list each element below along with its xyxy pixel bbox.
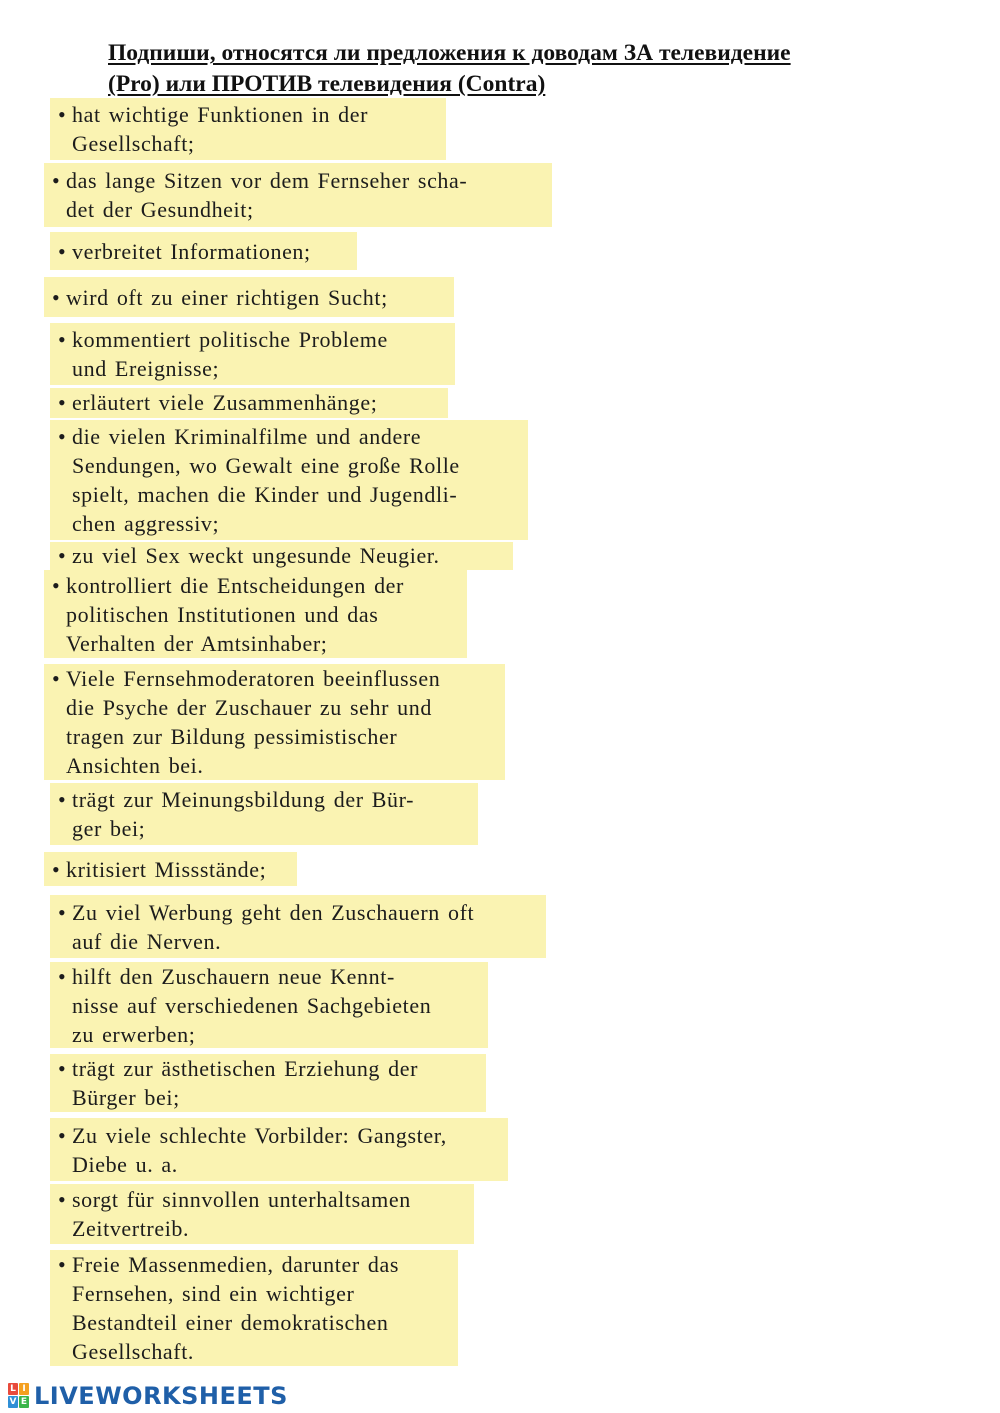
statement-item: [50, 1184, 474, 1244]
statement-text: sorgt für sinnvollen unterhaltsamen: [72, 1187, 411, 1212]
statement-text: Bestandteil einer demokratischen: [72, 1310, 389, 1335]
bullet-icon: •: [52, 856, 61, 882]
statement-item: [44, 664, 505, 780]
statement-text: Ansichten bei.: [66, 753, 204, 778]
statement-text: nisse auf verschiedenen Sachgebieten: [72, 993, 432, 1018]
bullet-icon: •: [58, 787, 67, 812]
statement-item: [50, 1054, 486, 1112]
statement-item: [50, 323, 455, 385]
statement-text: die vielen Kriminalfilme und andere: [72, 424, 422, 449]
statement-item: [50, 420, 528, 540]
statement-item: [44, 277, 454, 317]
statement-item: [50, 783, 478, 845]
bullet-icon: •: [52, 666, 61, 691]
statement-text: det der Gesundheit;: [66, 197, 254, 222]
statement-text: Bürger bei;: [72, 1085, 180, 1110]
statement-text: erläutert viele Zusammenhänge;: [72, 390, 378, 415]
statement-text: Diebe u. a.: [72, 1151, 178, 1177]
bullet-icon: •: [58, 102, 67, 127]
statement-item: [44, 852, 297, 886]
page-title: [108, 38, 968, 100]
bullet-icon: •: [52, 572, 61, 598]
statement-item: [50, 1250, 458, 1366]
statement-text: Viele Fernsehmoderatoren beeinflussen: [66, 666, 441, 691]
statement-text: Zu viel Werbung geht den Zuschauern oft: [72, 899, 475, 925]
statement-text: wird oft zu einer richtigen Sucht;: [66, 284, 388, 310]
bullet-icon: •: [58, 238, 67, 264]
bullet-icon: •: [58, 899, 67, 925]
bullet-icon: •: [52, 168, 61, 193]
statement-text: spielt, machen die Kinder und Jugendli-: [72, 482, 458, 507]
statement-text: hilft den Zuschauern neue Kennt-: [72, 964, 395, 989]
statement-item: [50, 962, 488, 1048]
statement-item: [50, 895, 546, 958]
statement-text: Zu viele schlechte Vorbilder: Gangster,: [72, 1122, 447, 1148]
title-line-2: (Pro) или ПРОТИВ телевидения (Contra): [108, 71, 546, 97]
statement-text: Gesellschaft;: [72, 131, 195, 156]
statement-text: Zeitvertreib.: [72, 1216, 190, 1241]
statement-text: kommentiert politische Probleme: [72, 327, 388, 352]
statement-text: Gesellschaft.: [72, 1339, 195, 1364]
statement-text: tragen zur Bildung pessimistischer: [66, 724, 398, 749]
liveworksheets-logo: [8, 1379, 288, 1413]
statement-text: und Ereignisse;: [72, 356, 220, 381]
statement-item: [50, 98, 446, 160]
statement-text: politischen Institutionen und das: [66, 601, 379, 627]
statement-text: Freie Massenmedien, darunter das: [72, 1252, 399, 1277]
statement-text: auf die Nerven.: [72, 928, 222, 954]
statement-item: [50, 388, 448, 418]
statement-text: kritisiert Missstände;: [66, 856, 267, 882]
statement-text: Sendungen, wo Gewalt eine große Rolle: [72, 453, 460, 478]
statement-text: trägt zur ästhetischen Erziehung der: [72, 1056, 419, 1081]
bullet-icon: •: [58, 1056, 67, 1081]
statement-text: hat wichtige Funktionen in der: [72, 102, 369, 127]
statement-text: die Psyche der Zuschauer zu sehr und: [66, 695, 432, 720]
statement-item: [50, 542, 513, 570]
liveworksheets-logo-icon: L I V E: [9, 1384, 28, 1407]
statement-text: Verhalten der Amtsinhaber;: [66, 630, 328, 656]
bullet-icon: •: [58, 1252, 67, 1277]
statement-text: zu erwerben;: [72, 1022, 196, 1047]
bullet-icon: •: [58, 327, 67, 352]
statement-item: [44, 570, 467, 658]
bullet-icon: •: [58, 390, 67, 415]
statement-text: chen aggressiv;: [72, 511, 220, 536]
statement-text: das lange Sitzen vor dem Fernseher scha-: [66, 168, 468, 193]
statement-text: ger bei;: [72, 816, 146, 841]
statement-item: [44, 163, 552, 227]
bullet-icon: •: [58, 1187, 67, 1212]
statement-text: verbreitet Informationen;: [72, 238, 311, 264]
statement-text: kontrolliert die Entscheidungen der: [66, 572, 404, 598]
statement-text: Fernsehen, sind ein wichtiger: [72, 1281, 355, 1306]
statement-item: [50, 232, 357, 270]
bullet-icon: •: [58, 1122, 67, 1148]
statement-text: trägt zur Meinungsbildung der Bür-: [72, 787, 415, 812]
bullet-icon: •: [52, 284, 61, 310]
title-line-1: Подпиши, относятся ли предложения к доводам ЗА телевидение: [108, 40, 791, 66]
statement-text: zu viel Sex weckt ungesunde Neugier.: [72, 543, 440, 568]
bullet-icon: •: [58, 964, 67, 989]
bullet-icon: •: [58, 424, 67, 449]
brand-name: LIVEWORKSHEETS: [34, 1382, 288, 1410]
statement-item: [50, 1118, 508, 1181]
bullet-icon: •: [58, 543, 67, 568]
